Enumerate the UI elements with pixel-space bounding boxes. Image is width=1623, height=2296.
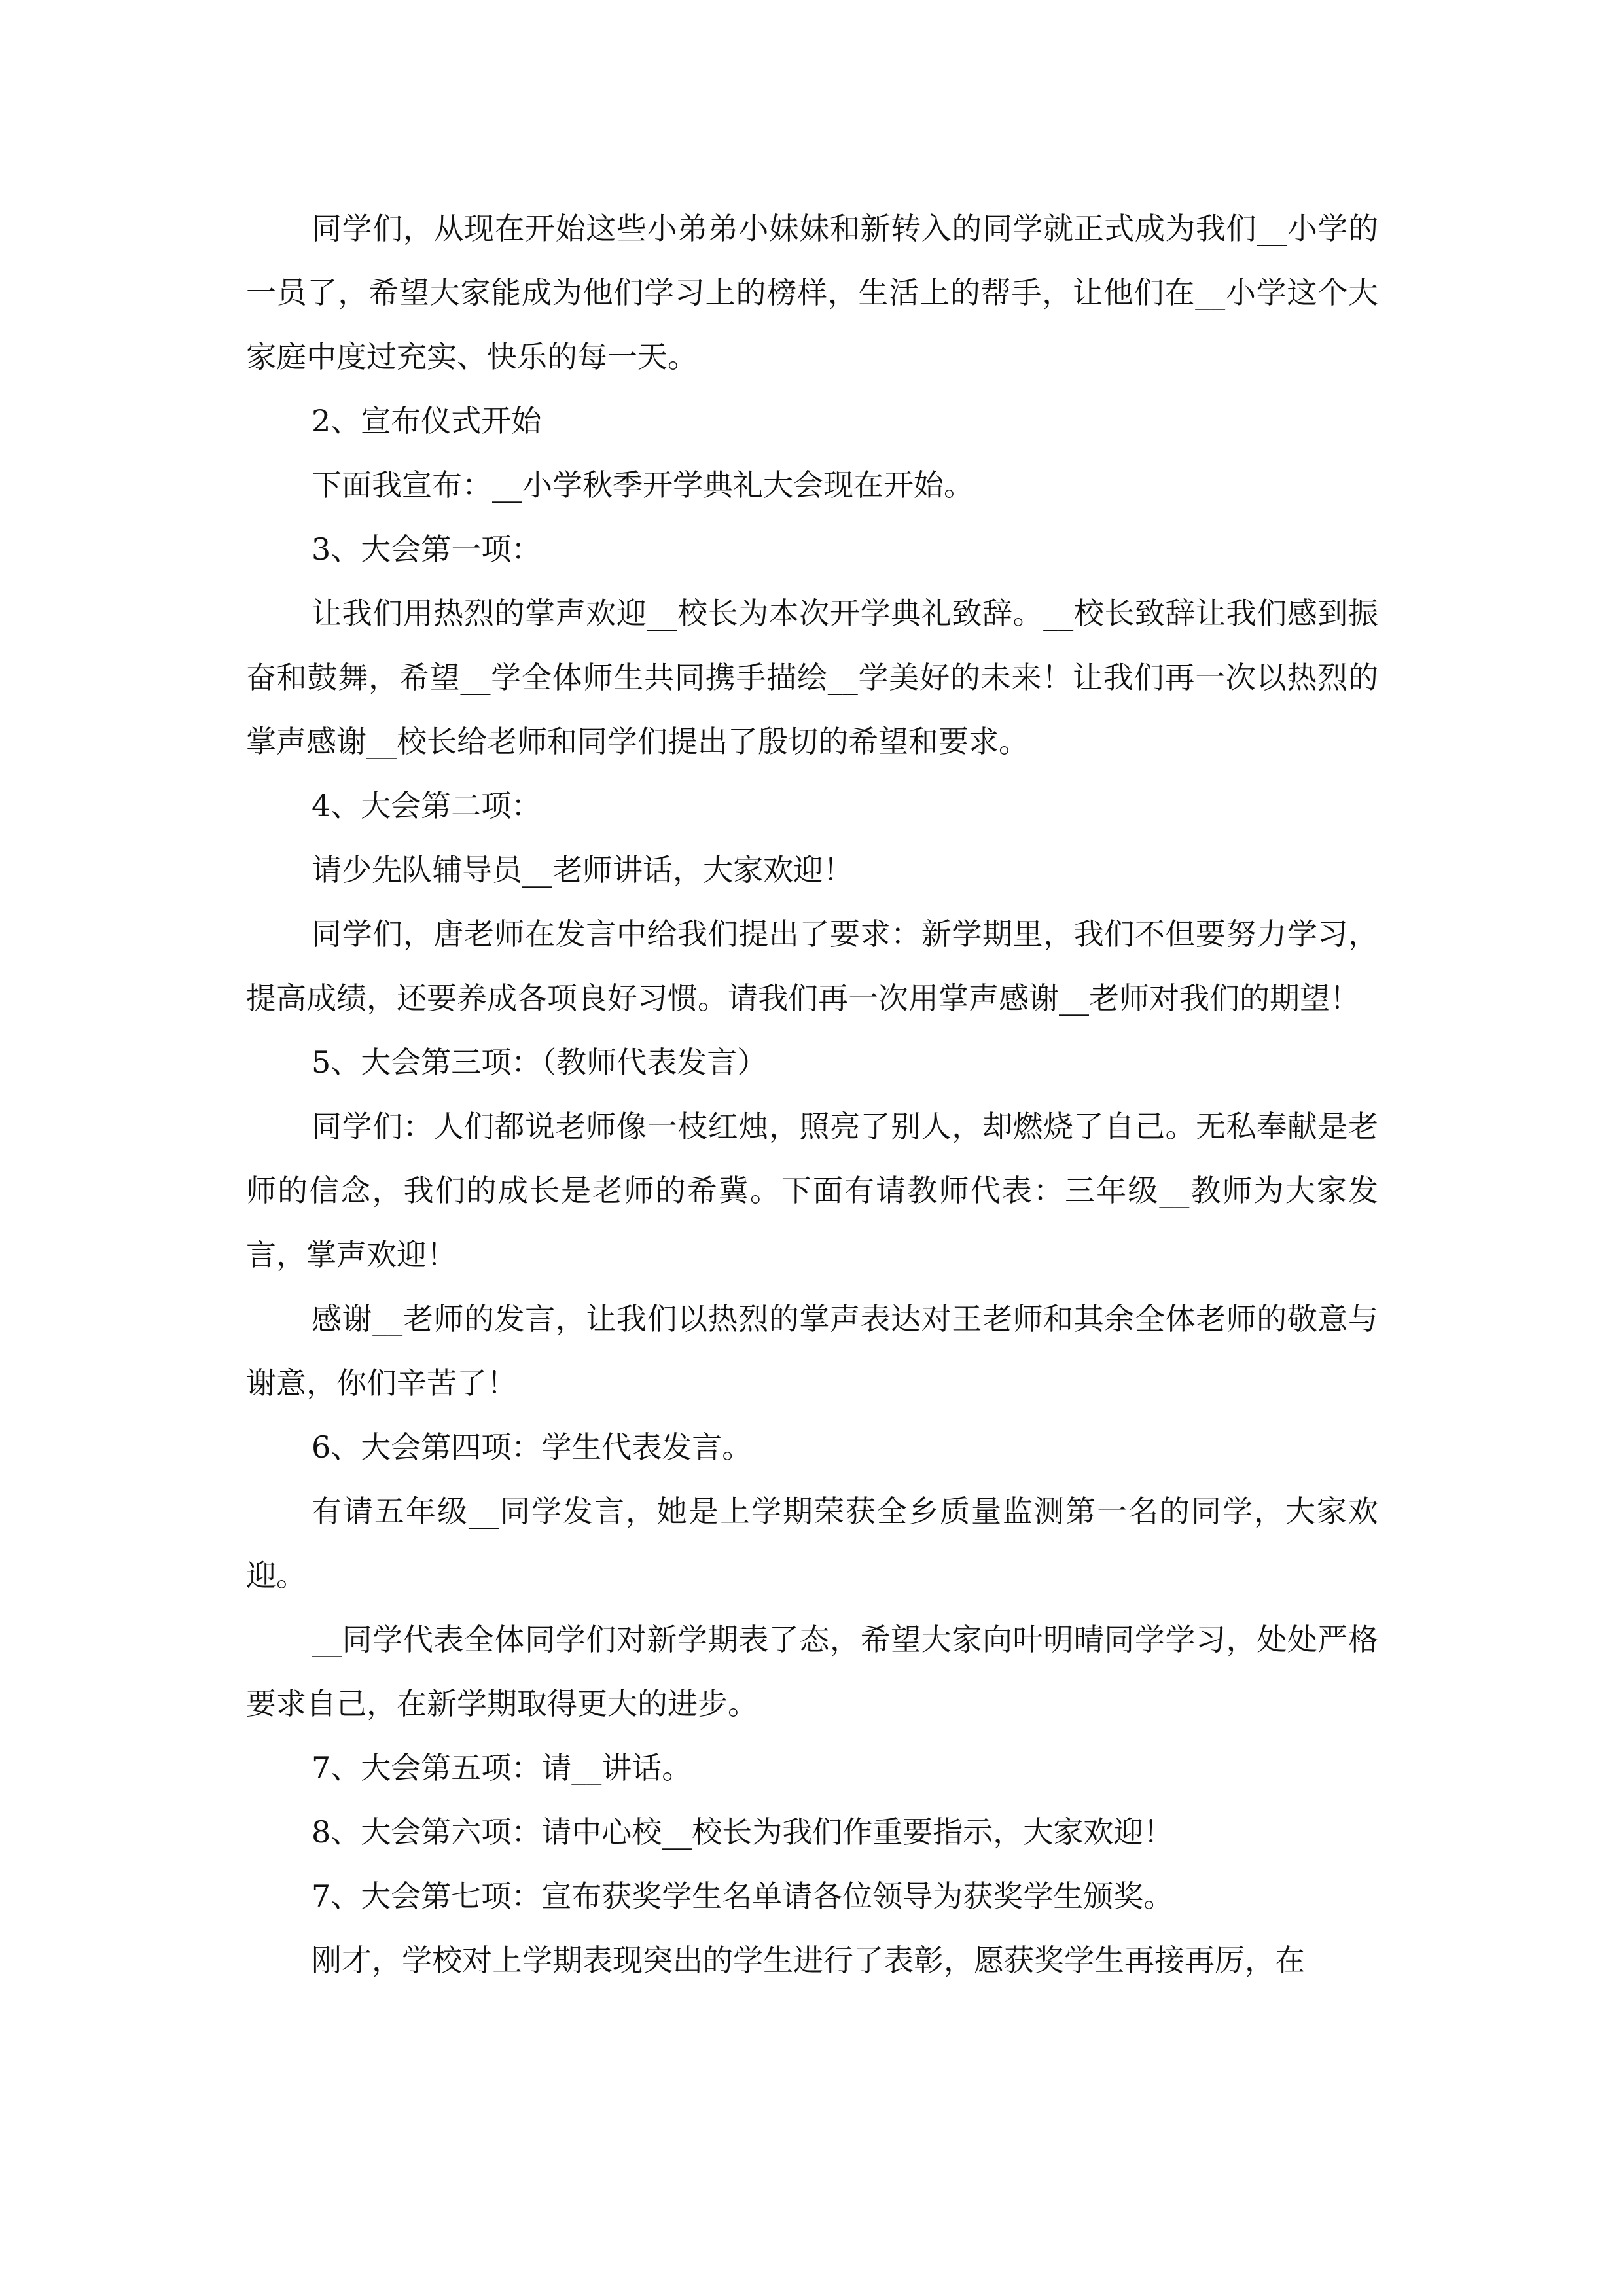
paragraph: 感谢__老师的发言，让我们以热烈的掌声表达对王老师和其余全体老师的敬意与谢意，你们辛苦了！ — [246, 1301, 1378, 1401]
section-heading: 7、大会第五项：请__讲话。 — [312, 1750, 692, 1785]
section-heading: 2、宣布仪式开始 — [312, 403, 542, 439]
document-body — [246, 196, 1378, 1992]
section-heading: 7、大会第七项：宣布获奖学生名单请各位领导为获奖学生颁奖。 — [312, 1878, 1174, 1914]
paragraph: 同学们，唐老师在发言中给我们提出了要求：新学期里，我们不但要努力学习，提高成绩，还要养成各项良好习惯。请我们再一次用掌声感谢__老师对我们的期望！ — [246, 916, 1378, 1016]
paragraph: __同学代表全体同学们对新学期表了态，希望大家向叶明晴同学学习，处处严格要求自己，在新学期取得更大的进步。 — [246, 1622, 1378, 1721]
paragraph: 同学们，从现在开始这些小弟弟小妹妹和新转入的同学就正式成为我们__小学的一员了，希望大家能成为他们学习上的榜样，生活上的帮手，让他们在__小学这个大家庭中度过充实、快乐的每一天。 — [246, 211, 1378, 374]
section-heading: 4、大会第二项： — [312, 788, 542, 823]
section-heading: 6、大会第四项：学生代表发言。 — [312, 1429, 753, 1465]
paragraph: 请少先队辅导员__老师讲话，大家欢迎！ — [312, 852, 853, 888]
paragraph: 让我们用热烈的掌声欢迎__校长为本次开学典礼致辞。__校长致辞让我们感到振奋和鼓舞，希望__学全体师生共同携手描绘__学美好的未来！让我们再一次以热烈的掌声感谢__校长给老师和同学们提出了殷切的希望和要求。 — [246, 596, 1378, 759]
paragraph: 下面我宣布：__小学秋季开学典礼大会现在开始。 — [312, 467, 974, 503]
section-heading: 3、大会第一项： — [312, 531, 542, 567]
section-heading: 8、大会第六项：请中心校__校长为我们作重要指示，大家欢迎！ — [312, 1814, 1174, 1850]
paragraph: 刚才，学校对上学期表现突出的学生进行了表彰，愿获奖学生再接再厉，在 — [312, 1943, 1305, 1978]
paragraph: 有请五年级__同学发言，她是上学期荣获全乡质量监测第一名的同学，大家欢迎。 — [246, 1494, 1378, 1593]
section-heading: 5、大会第三项：（教师代表发言） — [312, 1045, 768, 1080]
paragraph: 同学们：人们都说老师像一枝红烛，照亮了别人，却燃烧了自己。无私奉献是老师的信念，我们的成长是老师的希冀。下面有请教师代表：三年级__教师为大家发言，掌声欢迎！ — [246, 1109, 1378, 1272]
